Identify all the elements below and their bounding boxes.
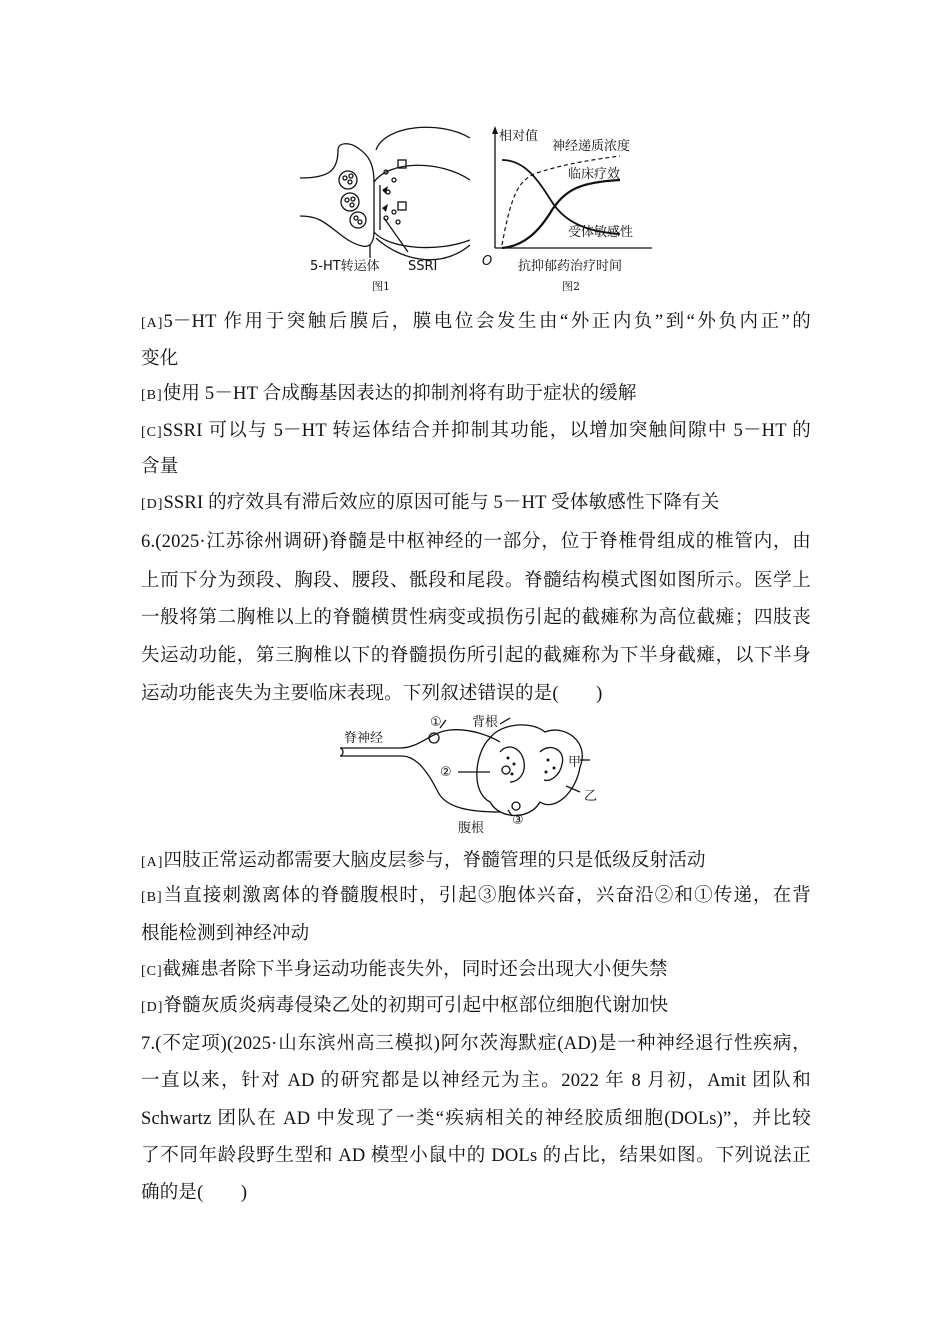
marker-2: ② xyxy=(440,765,452,780)
efficacy-curve-label: 临床疗效 xyxy=(568,167,621,182)
yi-label: 乙 xyxy=(584,789,598,804)
spinal-nerve-label: 脊神经 xyxy=(344,731,384,746)
q5-option-c-line1: [C]SSRI 可以与 5－HT 转运体结合并抑制其功能，以增加突触间隙中 5－HT 的 xyxy=(141,421,811,441)
q6-stem-line: 6.(2025·江苏徐州调研)脊髓是中枢神经的一部分，位于脊椎骨组成的椎管内，由 xyxy=(141,532,811,552)
q5-option-b: [B]使用 5－HT 合成酶基因表达的抑制剂将有助于症状的缓解 xyxy=(141,384,637,404)
sensitivity-curve-label: 受体敏感性 xyxy=(568,225,634,240)
q5-option-a-line2: 变化 xyxy=(141,349,179,369)
neurotransmitter-curve-label: 神经递质浓度 xyxy=(552,139,631,154)
q6-option-c: [C]截瘫患者除下半身运动功能丧失外，同时还会出现大小便失禁 xyxy=(141,960,668,980)
q5-option-d: [D]SSRI 的疗效具有滞后效应的原因可能与 5－HT 受体敏感性下降有关 xyxy=(141,493,720,513)
spinal-cord-figure xyxy=(340,712,600,838)
origin-label: O xyxy=(482,254,493,269)
jia-label: 甲 xyxy=(568,755,582,770)
q6-stem-line: 上而下分为颈段、胸段、腰段、骶段和尾段。脊髓结构模式图如图所示。医学上 xyxy=(141,571,811,591)
q6-stem-line: 一般将第二胸椎以上的脊髓横贯性病变或损伤引起的截瘫称为高位截瘫；四肢丧 xyxy=(141,608,811,628)
q6-option-d: [D]脊髓灰质炎病毒侵染乙处的初期可引起中枢部位细胞代谢加快 xyxy=(141,996,669,1016)
q6-stem-line: 失运动功能，第三胸椎以下的脊髓损伤所引起的截瘫称为下半身截瘫，以下半身 xyxy=(141,646,811,666)
q7-stem-line: 一直以来，针对 AD 的研究都是以神经元为主。2022 年 8 月初，Amit 团队和 xyxy=(141,1071,811,1091)
ssri-label: SSRI xyxy=(408,259,438,274)
q7-stem-line: 7.(不定项)(2025·山东滨州高三模拟)阿尔茨海默症(AD)是一种神经退行性疾病， xyxy=(141,1034,811,1054)
figure1-caption: 图1 xyxy=(372,280,390,293)
x-axis-label: 抗抑郁药治疗时间 xyxy=(518,259,623,274)
q6-option-b-line2: 根能检测到神经冲动 xyxy=(141,924,310,944)
q6-stem-line: 运动功能丧失为主要临床表现。下列叙述错误的是( ) xyxy=(141,684,603,704)
marker-3: ③ xyxy=(512,813,524,828)
ventral-root-label: 腹根 xyxy=(458,821,485,836)
q6-option-a: [A]四肢正常运动都需要大脑皮层参与，脊髓管理的只是低级反射活动 xyxy=(141,851,706,871)
marker-1: ① xyxy=(430,715,442,730)
q7-stem-line: 了不同年龄段野生型和 AD 模型小鼠中的 DOLs 的占比，结果如图。下列说法正 xyxy=(141,1146,811,1166)
y-axis-label: 相对值 xyxy=(499,129,539,144)
figure2-caption: 图2 xyxy=(562,280,580,293)
synapse-diagram xyxy=(300,127,470,259)
transporter-label: 5-HT转运体 xyxy=(310,259,380,274)
synapse-and-curve-figure xyxy=(290,120,660,302)
q7-stem-line: 确的是( ) xyxy=(141,1183,248,1203)
q5-option-c-line2: 含量 xyxy=(141,457,179,477)
dorsal-root-label: 背根 xyxy=(472,715,499,730)
q6-option-b-line1: [B]当直接刺激离体的脊髓腹根时，引起③胞体兴奋，兴奋沿②和①传递，在背 xyxy=(141,886,811,906)
q7-stem-line: Schwartz 团队在 AD 中发现了一类“疾病相关的神经胶质细胞(DOLs)”，并比较 xyxy=(141,1109,811,1129)
q5-option-a-line1: [A]5－HT 作用于突触后膜后，膜电位会发生由“外正内负”到“外负内正”的 xyxy=(141,312,811,332)
